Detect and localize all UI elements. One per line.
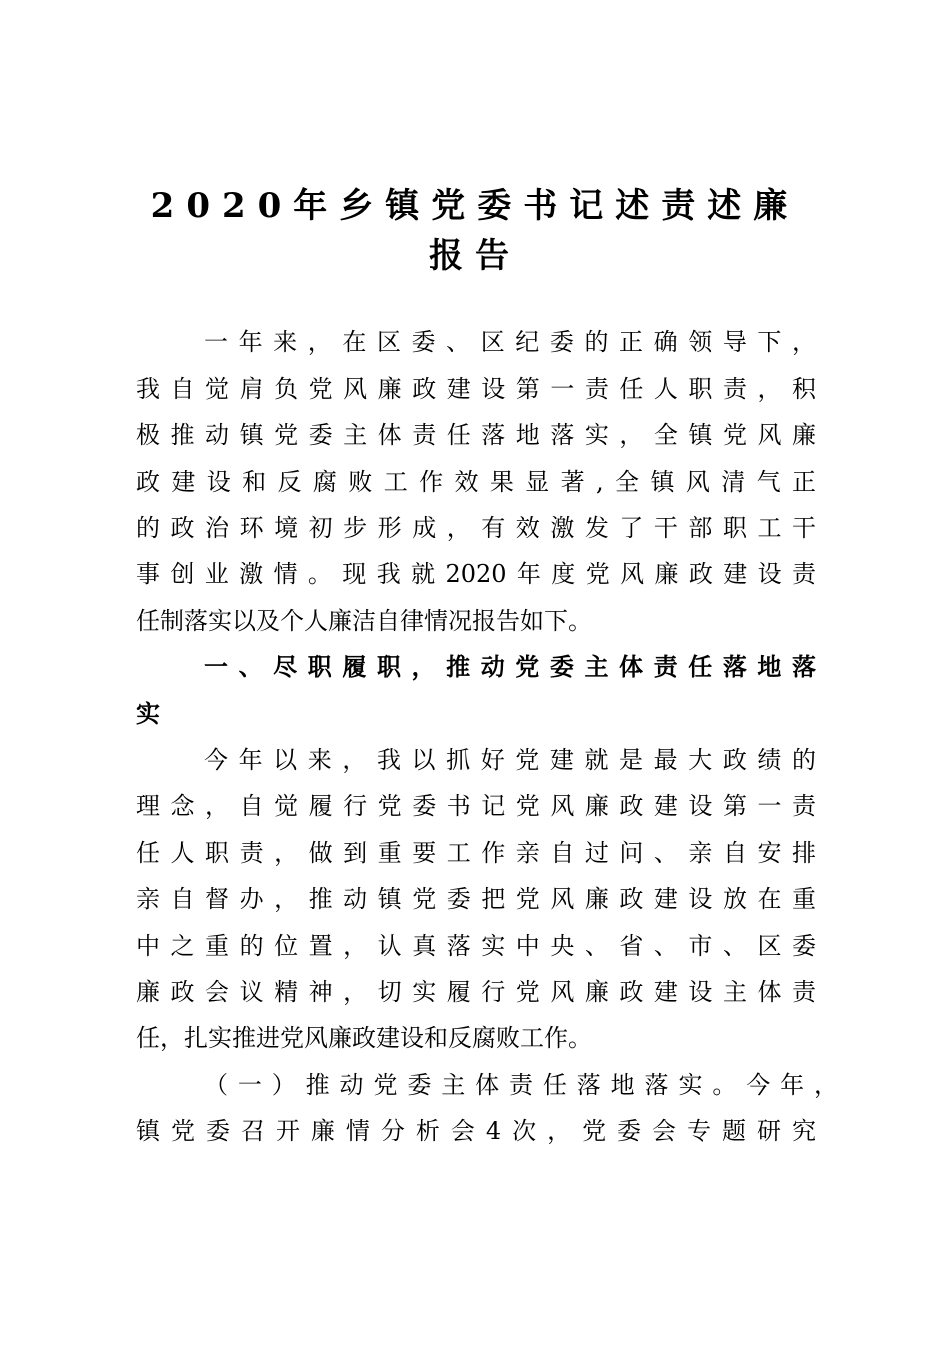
paragraph-line: 中之重的位置，认真落实中央、省、市、区委 — [136, 932, 816, 960]
paragraph-line: 的政治环境初步形成，有效激发了干部职工干 — [136, 514, 816, 542]
paragraph-line: 任制落实以及个人廉洁自律情况报告如下。 — [136, 607, 592, 635]
paragraph-line: 今年以来，我以抓好党建就是最大政绩的 — [204, 746, 816, 774]
paragraph-line: 我自觉肩负党风廉政建设第一责任人职责，积 — [136, 375, 816, 403]
paragraph-line: 镇党委召开廉情分析会4次，党委会专题研究 — [136, 1117, 816, 1145]
paragraph-line: 一年来，在区委、区纪委的正确领导下， — [204, 328, 816, 356]
section-heading-line: 一、尽职履职，推动党委主体责任落地落 — [204, 653, 816, 681]
document-title-line-1: 2020年乡镇党委书记述责述廉 — [150, 186, 800, 226]
paragraph-line: 政建设和反腐败工作效果显著,全镇风清气正 — [136, 468, 816, 496]
paragraph-line: 理念，自觉履行党委书记党风廉政建设第一责 — [136, 792, 816, 820]
section-heading-line: 实 — [136, 700, 160, 728]
document-title-line-2: 报告 — [429, 236, 521, 276]
paragraph-line: 任，扎实推进党风廉政建设和反腐败工作。 — [136, 1024, 592, 1052]
paragraph-line: （一）推动党委主体责任落地落实。今年， — [204, 1071, 838, 1099]
paragraph-line: 廉政会议精神，切实履行党风廉政建设主体责 — [136, 978, 816, 1006]
paragraph-line: 极推动镇党委主体责任落地落实，全镇党风廉 — [136, 421, 816, 449]
paragraph-line: 任人职责，做到重要工作亲自过问、亲自安排 — [136, 839, 816, 867]
paragraph-line: 亲自督办，推动镇党委把党风廉政建设放在重 — [136, 885, 816, 913]
paragraph-line: 事创业激情。现我就2020年度党风廉政建设责 — [136, 560, 816, 588]
